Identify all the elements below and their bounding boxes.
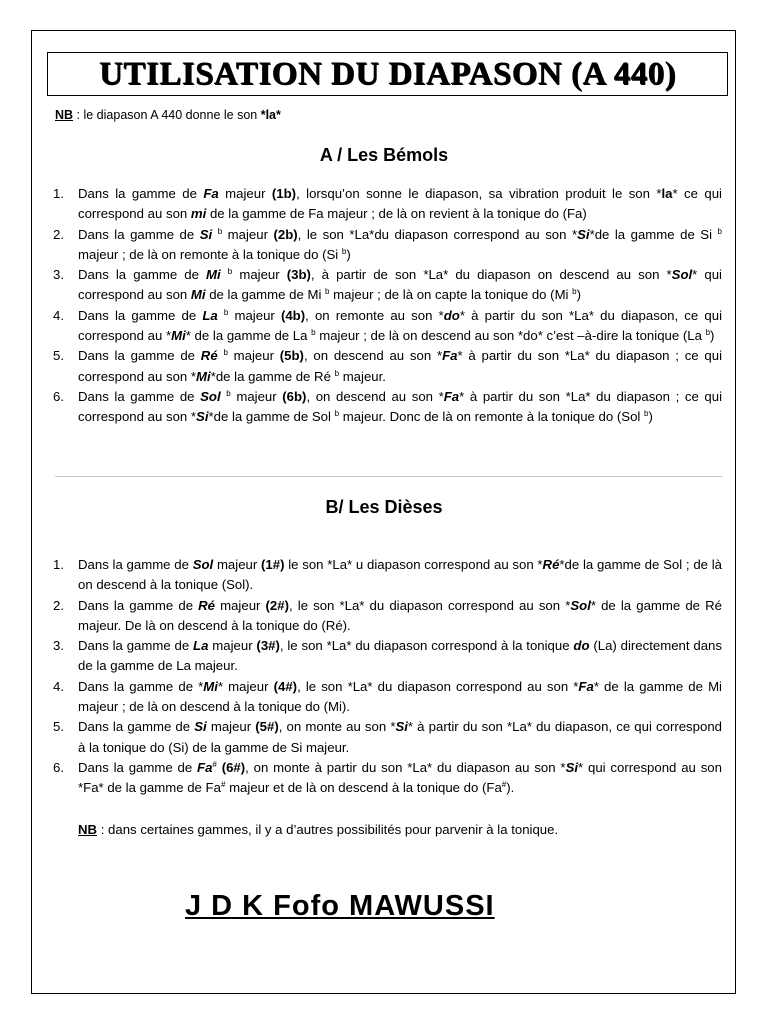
item-text: (5b) xyxy=(279,348,304,364)
item-text: de la gamme de Fa majeur ; de là on revient à la tonique do (Fa) xyxy=(206,206,587,222)
item-text: *de la gamme de Si xyxy=(589,226,718,242)
item-text: * de la gamme de Mi majeur ; de là on descend à la tonique do (Mi). xyxy=(78,678,722,715)
superscript-text: b xyxy=(717,226,722,236)
item-text: majeur ; de là on capte la tonique do (Mi xyxy=(329,287,573,303)
list-item-number: 2. xyxy=(53,226,64,242)
item-text: * qui correspond au son *Fa* de la gamme de Fa xyxy=(78,759,722,796)
item-text: * qui correspond au son xyxy=(78,267,722,303)
item-text: Dans la gamme de * xyxy=(78,678,204,694)
item-text: (3b) xyxy=(286,267,311,283)
item-text: , le son *La* du diapason correspond au son * xyxy=(297,678,579,694)
item-text: Dans la gamme de xyxy=(78,186,204,201)
item-text: Sol xyxy=(192,557,214,572)
item-text: * à partir du son *La* du diapason, ce qui correspond à la tonique do (Si) de la gamme de Si majeur. xyxy=(78,719,722,755)
item-text: Dans la gamme de xyxy=(78,719,195,735)
item-text: Si xyxy=(577,226,590,242)
item-text: do xyxy=(443,307,460,323)
item-text: (1b) xyxy=(271,186,297,201)
superscript-text: b xyxy=(223,307,229,317)
item-text: majeur ; de là on descend au son *do* c’est –à-dire la tonique (La xyxy=(315,328,706,344)
list-item xyxy=(53,758,722,799)
superscript-text: b xyxy=(226,388,231,398)
item-text: Ré xyxy=(542,557,560,572)
superscript-text: b xyxy=(644,409,649,419)
list-item xyxy=(53,225,722,266)
item-text: Si xyxy=(194,719,207,735)
list-item xyxy=(53,555,722,596)
section-b-list xyxy=(53,555,722,799)
list-item xyxy=(53,346,723,387)
item-text: Mi xyxy=(171,328,186,344)
item-text: Fa xyxy=(197,759,213,775)
item-text: , le son *La*du diapason correspond au son * xyxy=(297,226,578,242)
item-text: ) xyxy=(710,328,715,344)
item-text: Fa xyxy=(203,186,219,201)
item-text: Si xyxy=(395,719,408,735)
list-item xyxy=(53,717,722,758)
item-text: (2b) xyxy=(273,226,298,242)
author-signature: J D K Fofo MAWUSSI xyxy=(185,890,495,922)
item-text: majeur xyxy=(206,719,256,735)
item-text: ) xyxy=(648,409,653,425)
item-text: la xyxy=(661,186,673,201)
superscript-text: # xyxy=(220,780,226,790)
item-text: Dans la gamme de xyxy=(78,388,201,404)
nb-footer-label: NB xyxy=(78,822,98,837)
item-text: * majeur xyxy=(217,678,274,694)
list-item-number: 1. xyxy=(53,186,64,201)
superscript-text: b xyxy=(311,328,316,338)
item-text: majeur et de là on descend à la tonique do (Fa xyxy=(225,780,502,796)
item-text: majeur xyxy=(227,348,280,364)
item-text: Si xyxy=(196,409,209,425)
item-text: *de la gamme de Sol xyxy=(208,409,335,425)
list-item-number: 4. xyxy=(53,678,64,694)
item-text: , le son *La* du diapason correspond à la tonique xyxy=(279,638,574,654)
item-text: Si xyxy=(199,226,218,242)
section-b-title: B/ Les Dièses xyxy=(325,497,443,517)
item-text: Ré xyxy=(200,348,224,364)
superscript-text: b xyxy=(223,348,228,358)
item-text: Dans la gamme de xyxy=(78,638,194,654)
nb-intro-text: : le diapason A 440 donne le son xyxy=(73,108,261,122)
list-item xyxy=(53,387,722,428)
item-text: * de la gamme de Ré majeur. De là on descend à la tonique do (Ré). xyxy=(78,597,722,633)
item-text: majeur xyxy=(213,557,262,572)
item-text: Mi xyxy=(203,678,218,694)
nb-intro-sound: *la* xyxy=(260,108,281,122)
item-text: (2#) xyxy=(265,597,289,613)
item-text: La xyxy=(202,307,224,323)
item-text: , à partir de son *La* du diapason on descend au son * xyxy=(310,267,672,283)
item-text: do xyxy=(573,638,590,654)
item-text: Dans la gamme de xyxy=(78,557,193,572)
item-text: * à partir du son *La* du diapason, ce qui correspond au * xyxy=(78,307,722,344)
item-text: Dans la gamme de xyxy=(78,267,207,283)
item-text: * de la gamme de La xyxy=(185,328,312,344)
item-text: * à partir du son *La* du diapason ; ce qui correspond au son * xyxy=(78,348,723,384)
item-text: majeur xyxy=(218,186,272,201)
item-text: Si xyxy=(565,759,579,775)
section-divider xyxy=(55,476,722,477)
item-text: Dans la gamme de xyxy=(78,597,199,613)
item-text: (6b) xyxy=(282,388,307,404)
item-text: (5#) xyxy=(255,719,279,735)
item-text: Ré xyxy=(198,597,215,613)
nb-intro-label: NB xyxy=(55,108,74,122)
item-text: * ce qui correspond au son xyxy=(78,186,722,222)
item-text: majeur. Donc de là on remonte à la tonique do (Sol xyxy=(339,409,645,425)
item-text: Sol xyxy=(671,267,693,283)
item-text: Sol xyxy=(200,388,227,404)
item-text: Fa xyxy=(578,678,594,694)
superscript-text: b xyxy=(572,287,577,297)
list-item-number: 5. xyxy=(53,348,64,364)
document-title: UTILISATION DU DIAPASON (A 440) xyxy=(98,55,677,92)
item-text: Dans la gamme de xyxy=(78,307,203,323)
superscript-text: b xyxy=(705,328,711,338)
item-text: majeur. xyxy=(339,368,386,384)
list-item-number: 6. xyxy=(53,759,64,775)
item-text: ) xyxy=(346,246,351,262)
list-item-number: 1. xyxy=(53,557,64,572)
item-text: , on remonte au son * xyxy=(305,307,444,323)
item-text: (4#) xyxy=(273,678,298,694)
list-item-number: 5. xyxy=(53,719,64,735)
section-a-title: A / Les Bémols xyxy=(319,145,449,165)
list-item xyxy=(53,184,722,225)
item-text: (La) directement dans de la gamme de La majeur. xyxy=(78,638,722,674)
item-text: , lorsqu’on sonne le diapason, sa vibration produit le son * xyxy=(296,186,662,201)
item-text: majeur xyxy=(228,307,281,323)
item-text: La xyxy=(193,638,209,654)
list-item-number: 4. xyxy=(53,307,64,323)
item-text: majeur xyxy=(222,226,274,242)
list-item xyxy=(53,677,722,718)
list-item xyxy=(53,636,722,677)
item-text: (3#) xyxy=(256,638,280,654)
superscript-text: b xyxy=(334,368,340,378)
nb-footer-text: : dans certaines gammes, il y a d’autres possibilités pour parvenir à la tonique. xyxy=(97,822,559,837)
superscript-text: # xyxy=(212,759,217,769)
item-text: , on monte au son * xyxy=(278,719,396,735)
item-text: majeur xyxy=(215,597,266,613)
item-text: (6#) xyxy=(221,759,246,775)
list-item-number: 2. xyxy=(53,597,64,613)
list-item xyxy=(53,596,722,637)
item-text: (1#) xyxy=(261,557,285,572)
item-text: Dans la gamme de xyxy=(78,226,200,242)
list-item xyxy=(53,306,722,347)
superscript-text: b xyxy=(227,267,233,277)
item-text: ) xyxy=(576,287,582,303)
item-text: , on descend au son * xyxy=(303,348,443,364)
nb-intro xyxy=(55,108,281,122)
item-text: Fa xyxy=(442,348,458,364)
item-text: *de la gamme de Ré xyxy=(210,368,335,384)
list-item xyxy=(53,265,722,306)
item-text: ). xyxy=(506,780,515,796)
item-text: majeur xyxy=(232,267,287,283)
item-text: Dans la gamme de xyxy=(78,348,201,364)
item-text: Sol xyxy=(570,597,591,613)
item-text: majeur ; de là on remonte à la tonique do (Si xyxy=(78,246,342,262)
item-text: *de la gamme de Sol ; de là on descend à la tonique (Sol). xyxy=(78,557,722,593)
item-text: Mi xyxy=(190,287,206,303)
superscript-text: b xyxy=(217,226,223,236)
section-a-list xyxy=(53,184,723,428)
item-text: majeur xyxy=(208,638,257,654)
item-text: Mi xyxy=(196,368,211,384)
superscript-text: b xyxy=(325,287,330,297)
item-text: , on monte à partir du son *La* du diapason au son * xyxy=(245,759,566,775)
item-text: (4b) xyxy=(280,307,306,323)
superscript-text: # xyxy=(501,780,507,790)
item-text: * à partir du son *La* du diapason ; ce qui correspond au son * xyxy=(78,388,722,425)
list-item-number: 3. xyxy=(53,267,64,283)
item-text: Fa xyxy=(443,388,460,404)
title-box xyxy=(47,52,728,96)
item-text: , le son *La* du diapason correspond au son * xyxy=(288,597,571,613)
item-text: majeur xyxy=(230,388,283,404)
item-text: de la gamme de Mi xyxy=(205,287,326,303)
item-text: le son *La* u diapason correspond au son * xyxy=(284,557,543,572)
item-text: Mi xyxy=(206,267,228,283)
item-text: mi xyxy=(190,206,207,222)
superscript-text: b xyxy=(334,409,340,419)
nb-footer xyxy=(78,822,558,837)
item-text: Dans la gamme de xyxy=(78,759,198,775)
list-item-number: 3. xyxy=(53,638,64,654)
superscript-text: b xyxy=(341,246,347,256)
item-text: , on descend au son * xyxy=(306,388,444,404)
list-item-number: 6. xyxy=(53,388,64,404)
